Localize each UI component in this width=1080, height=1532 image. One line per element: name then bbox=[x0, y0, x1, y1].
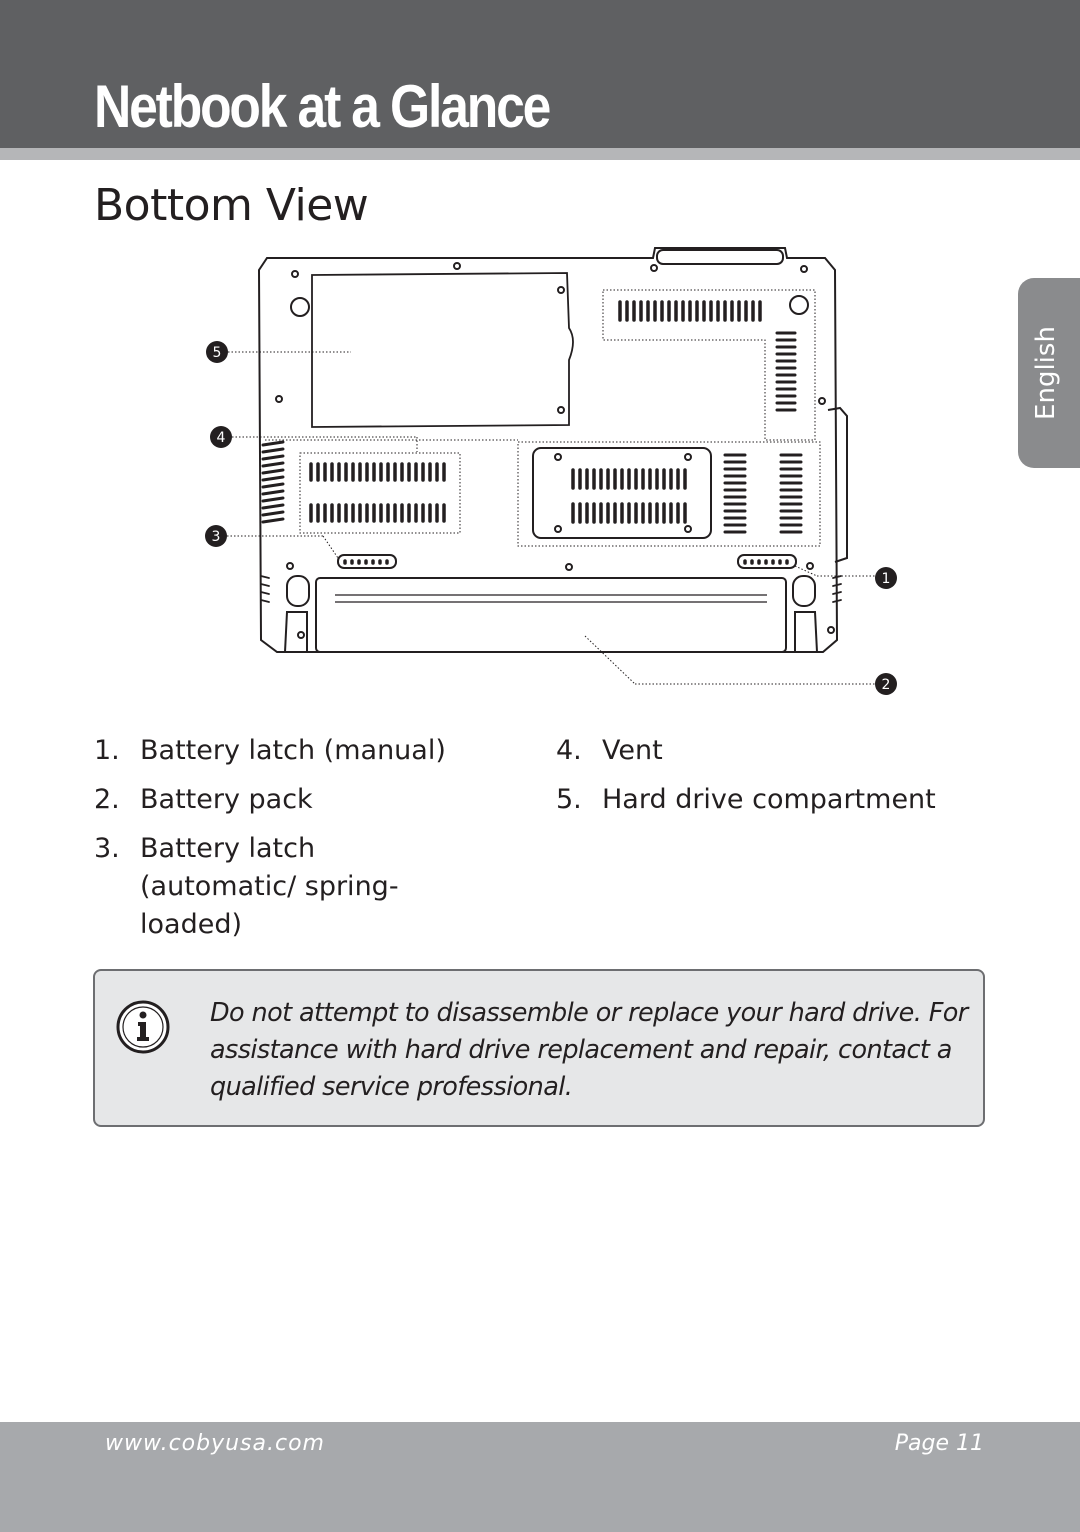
list-item-number: 4. bbox=[556, 735, 582, 766]
notice-box bbox=[93, 969, 985, 1127]
svg-text:2: 2 bbox=[881, 677, 891, 693]
footer-url-link[interactable]: www.cobyusa.com bbox=[105, 1431, 325, 1456]
svg-text:4: 4 bbox=[216, 430, 226, 446]
svg-text:1: 1 bbox=[881, 571, 891, 587]
list-item-number: 3. bbox=[94, 833, 120, 864]
list-item-label: Hard drive compartment bbox=[602, 784, 936, 815]
parts-list bbox=[94, 732, 994, 940]
page-number: Page 11 bbox=[894, 1431, 984, 1456]
list-item-label: Battery pack bbox=[140, 784, 313, 815]
callout-5 bbox=[206, 341, 228, 363]
svg-text:5: 5 bbox=[212, 345, 222, 361]
callout-3 bbox=[205, 525, 227, 547]
svg-text:3: 3 bbox=[211, 529, 221, 545]
notice-text: Do not attempt to disassemble or replace your hard drive. For assistance with hard drive replacement and repair, contact a qualified service professional. bbox=[210, 998, 968, 1102]
callout-2 bbox=[875, 673, 897, 695]
netbook-bottom-diagram bbox=[195, 240, 915, 710]
list-item-label: Battery latch (automatic/ spring-loaded) bbox=[140, 833, 399, 940]
callout-1 bbox=[875, 567, 897, 589]
language-tab-label: English bbox=[1031, 326, 1061, 420]
header-stripe bbox=[0, 148, 1080, 160]
list-item-number: 5. bbox=[556, 784, 582, 815]
info-icon bbox=[115, 999, 171, 1055]
list-item-number: 1. bbox=[94, 735, 120, 766]
list-item-label: Vent bbox=[602, 735, 663, 766]
list-item-number: 2. bbox=[94, 784, 120, 815]
page-title: Netbook at a Glance bbox=[94, 73, 550, 140]
list-item-label: Battery latch (manual) bbox=[140, 735, 446, 766]
callout-4 bbox=[210, 426, 232, 448]
section-title: Bottom View bbox=[94, 180, 369, 231]
